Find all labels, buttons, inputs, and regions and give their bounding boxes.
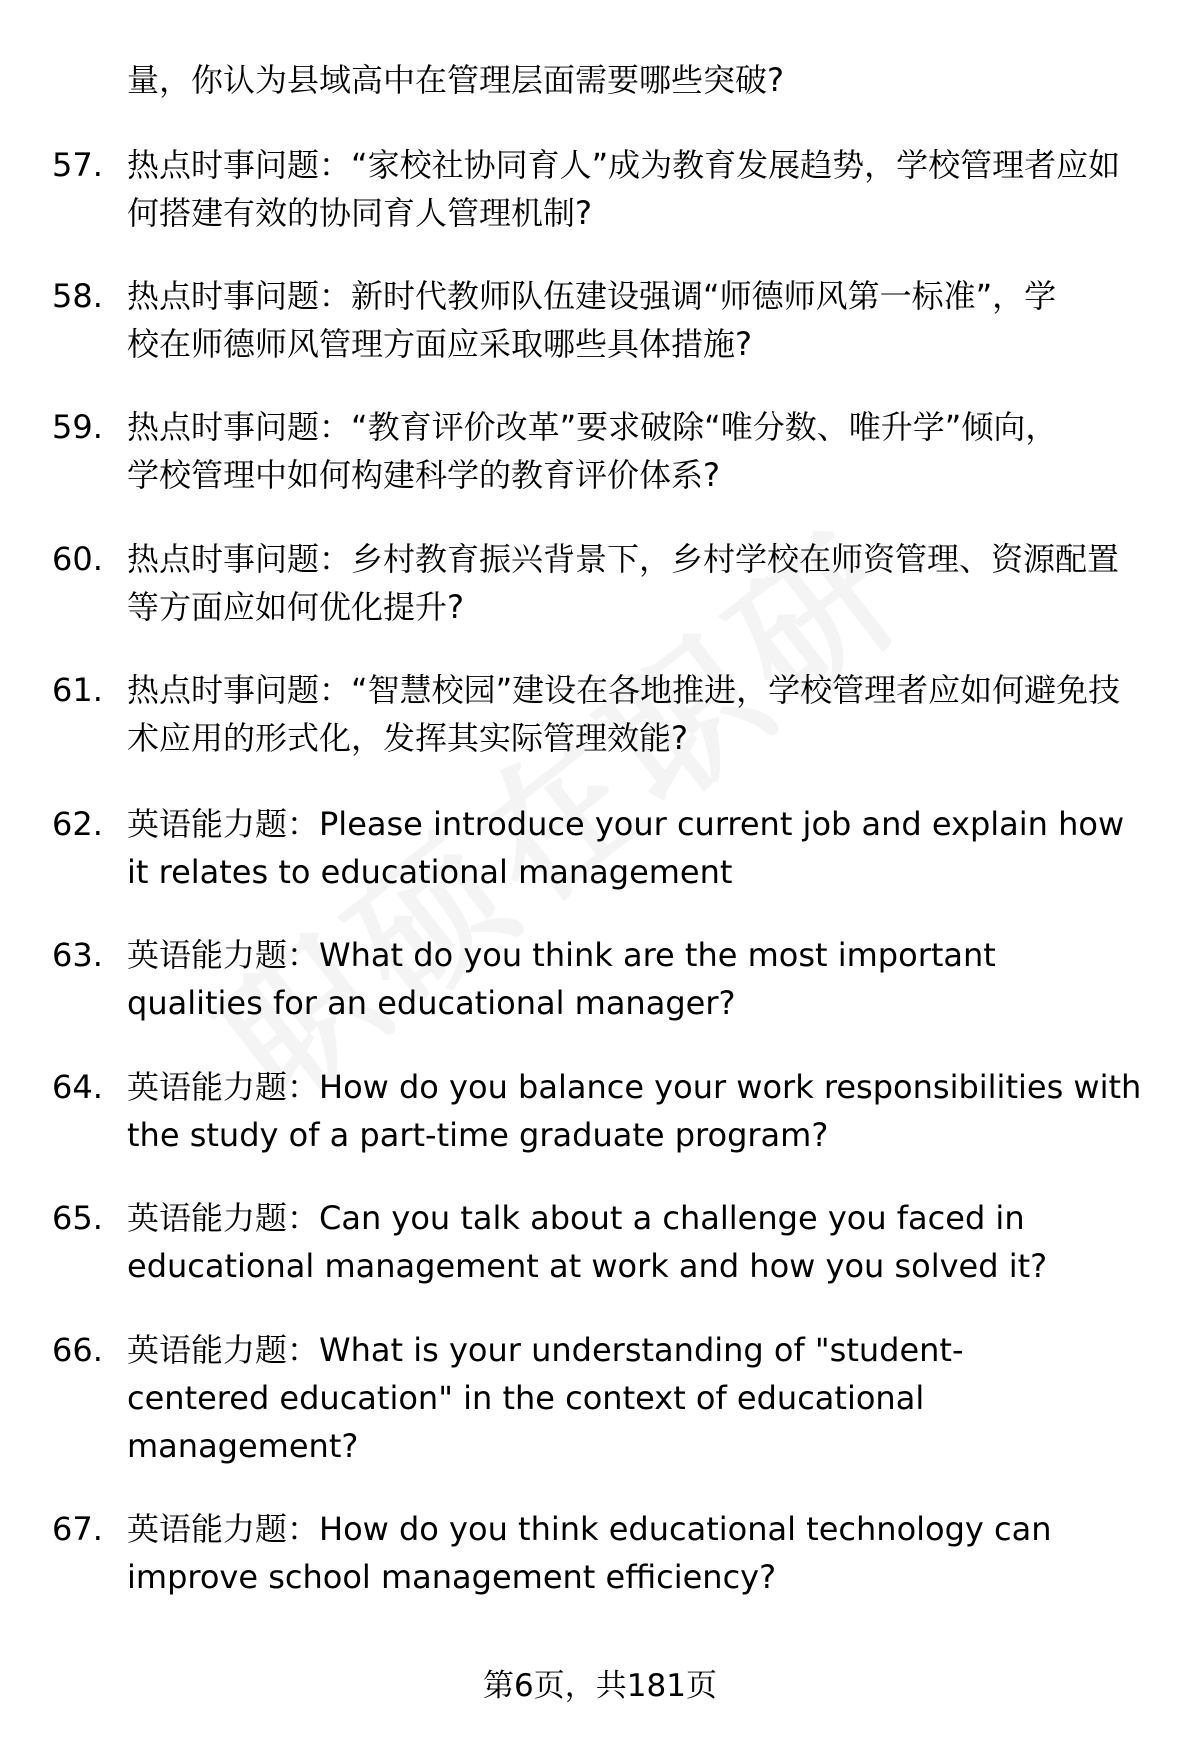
question-text: 英语能力题：How do you balance your work responsibilities with the study of a part-time graduate program?	[127, 1068, 1142, 1154]
question-number: 67.	[52, 1510, 103, 1548]
question-item	[52, 931, 1162, 1027]
question-item	[52, 1505, 1162, 1601]
question-text: 英语能力题：Please introduce your current job and explain how it relates to educational management	[127, 805, 1125, 891]
question-text: 热点时事问题：“教育评价改革”要求破除“唯分数、唯升学”倾向，学校管理中如何构建科学的教育评价体系?	[127, 408, 1058, 494]
question-number: 63.	[52, 936, 103, 974]
question-item	[52, 1194, 1162, 1290]
question-item	[52, 141, 1162, 237]
question-item	[52, 1063, 1162, 1159]
question-text: 热点时事问题：新时代教师队伍建设强调“师德师风第一标准”，学校在师德师风管理方面应采取哪些具体措施?	[127, 277, 1057, 363]
question-number: 62.	[52, 805, 103, 843]
question-text: 英语能力题：What is your understanding of "student-centered education" in the context of educational management?	[127, 1331, 964, 1465]
question-text: 英语能力题：What do you think are the most important qualities for an educational manager?	[127, 936, 996, 1022]
question-item	[52, 272, 1162, 368]
question-number: 59.	[52, 408, 103, 446]
question-item	[52, 403, 1162, 499]
question-number: 57.	[52, 146, 103, 184]
question-item	[52, 800, 1162, 896]
question-number: 65.	[52, 1199, 103, 1237]
question-number: 58.	[52, 277, 103, 315]
question-item	[52, 535, 1162, 631]
question-text: 热点时事问题：“家校社协同育人”成为教育发展趋势，学校管理者应如何搭建有效的协同育人管理机制?	[127, 146, 1121, 232]
question-number: 60.	[52, 540, 103, 578]
question-number: 66.	[52, 1331, 103, 1369]
continuation-text: 量，你认为县域高中在管理层面需要哪些突破?	[127, 61, 784, 99]
question-text: 热点时事问题：“智慧校园”建设在各地推进，学校管理者应如何避免技术应用的形式化，发挥其实际管理效能?	[127, 671, 1121, 757]
question-item	[52, 666, 1162, 762]
question-number: 61.	[52, 671, 103, 709]
question-number: 64.	[52, 1068, 103, 1106]
page-footer: 第6页，共181页	[483, 1668, 717, 1704]
question-item	[52, 1326, 1162, 1470]
question-text: 英语能力题：How do you think educational technology can improve school management efficiency?	[127, 1510, 1052, 1596]
question-text: 热点时事问题：乡村教育振兴背景下，乡村学校在师资管理、资源配置等方面应如何优化提升?	[127, 540, 1120, 626]
question-text: 英语能力题：Can you talk about a challenge you faced in educational management at work and how you solved it?	[127, 1199, 1048, 1285]
